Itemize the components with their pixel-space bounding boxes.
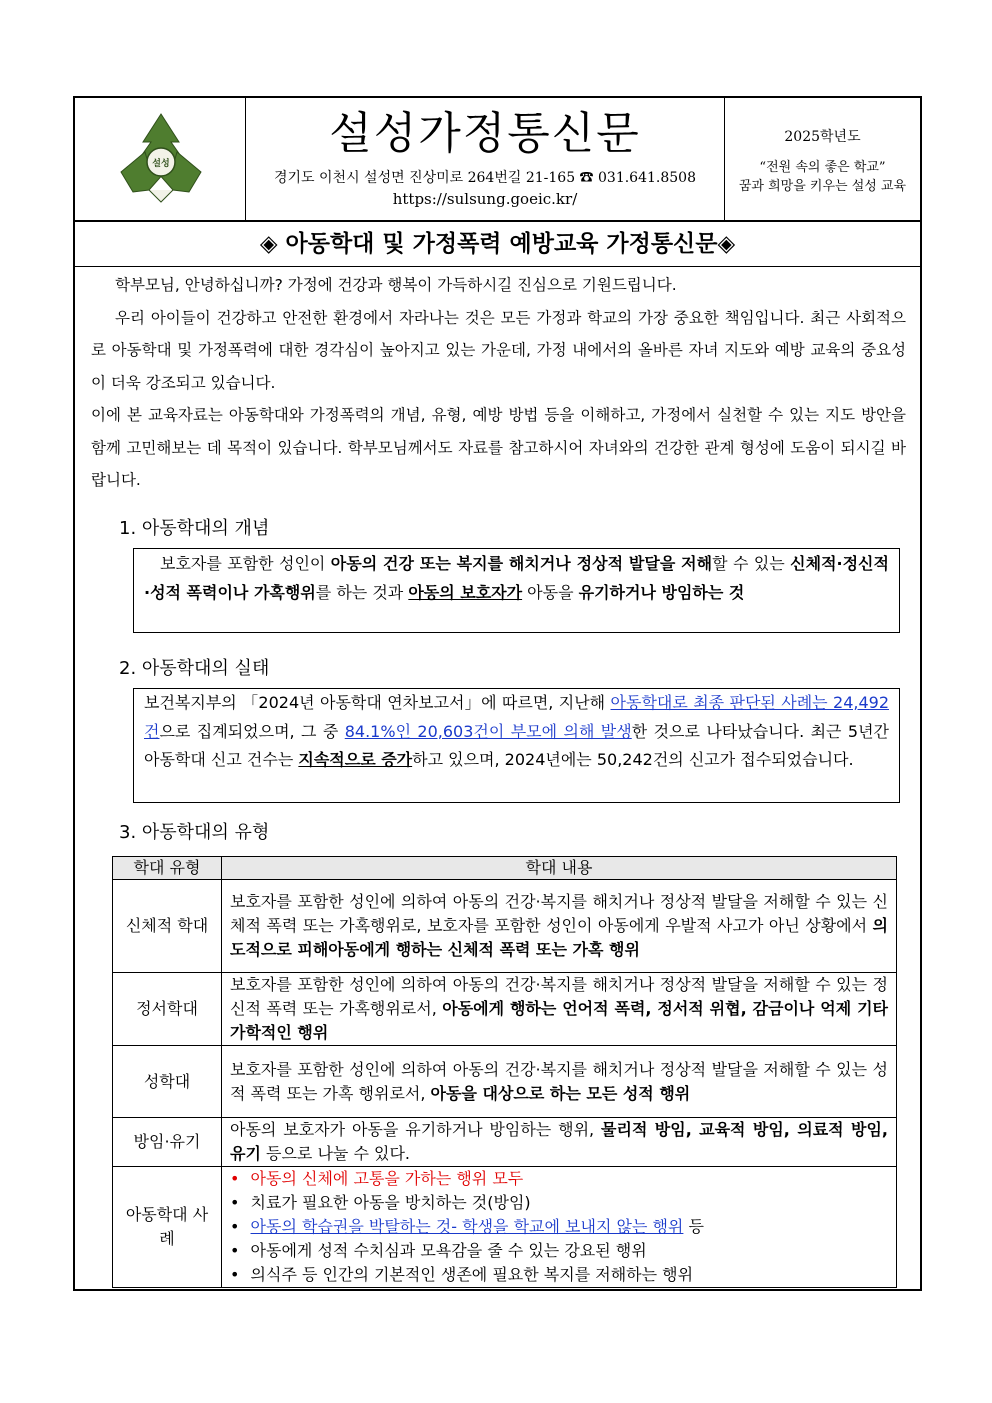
intro-paragraph-1: 학부모님, 안녕하십니까? 가정에 건강과 행복이 가득하시길 진심으로 기원드립니다. bbox=[115, 276, 677, 294]
motto-line-2: 꿈과 희망을 키우는 설성 교육 bbox=[738, 179, 907, 194]
abuse-types-table bbox=[112, 856, 897, 1288]
status-span: 보건복지부의 「2024년 아동학대 연차보고서」에 따르면, 지난해 bbox=[144, 693, 611, 712]
table-row bbox=[113, 1118, 897, 1167]
intro-text bbox=[91, 269, 906, 497]
concept-bold: 아동의 건강 또는 복지를 해치거나 정상적 발달을 저해 bbox=[330, 554, 713, 573]
title-cell bbox=[246, 98, 725, 220]
table-header-row bbox=[113, 857, 897, 880]
desc-cell bbox=[222, 880, 897, 973]
table-row bbox=[113, 1046, 897, 1118]
table-row bbox=[113, 973, 897, 1046]
desc-text: 보호자를 포함한 성인에 의하여 아동의 건강·복지를 해치거나 정상적 발달을 저해할 수 있는 정신적 폭력 또는 가혹행위로서, bbox=[230, 975, 888, 1018]
headline: ◈ 아동학대 및 가정폭력 예방교육 가정통신문◈ bbox=[75, 222, 920, 267]
desc-text: 등으로 나눌 수 있다. bbox=[260, 1144, 410, 1163]
list-item bbox=[230, 1215, 888, 1239]
concept-span: 보호자를 포함한 성인이 bbox=[160, 554, 331, 573]
list-item: • 치료가 필요한 아동을 방치하는 것(방임) bbox=[230, 1191, 888, 1215]
concept-span: 를 하는 것과 bbox=[315, 582, 409, 602]
desc-cell bbox=[222, 973, 897, 1046]
intro-paragraph-3: 이에 본 교육자료는 아동학대와 가정폭력의 개념, 유형, 예방 방법 등을 이해하고, 가정에서 실천할 수 있는 지도 방안을 함께 고민해보는 데 목적이 있습니다. 학부모님께서도 자료를 참고하시어 자녀와의 건강한 관계 형성에 도움이 되시길 바랍니다. bbox=[91, 406, 906, 489]
concept-text bbox=[144, 550, 889, 607]
concept-span: 할 수 있는 bbox=[712, 554, 791, 573]
school-year: 2025학년도 bbox=[784, 129, 861, 145]
concept-bold: 신체적·정신적·성적 폭력이나 가혹행위 bbox=[144, 554, 889, 602]
cases-cell bbox=[222, 1167, 897, 1288]
status-span: 한 것으로 나타났습니다. 최근 5년간 아동학대 신고 건수는 bbox=[144, 721, 889, 769]
status-span: 으로 집계되었으며, 그 중 bbox=[159, 721, 345, 741]
type-cell: 아동학대 사례 bbox=[113, 1167, 222, 1288]
school-url[interactable]: https://sulsung.goeic.kr/ bbox=[392, 190, 578, 208]
logo-text: 설성 bbox=[152, 159, 170, 169]
desc-bold: 물리적 방임, 교육적 방임, 의료적 방임, 유기 bbox=[230, 1120, 888, 1163]
list-item: • 아동에게 성적 수치심과 모욕감을 줄 수 있는 강요된 행위 bbox=[230, 1239, 888, 1263]
motto-line-1: “전원 속의 좋은 학교” bbox=[759, 160, 886, 175]
school-address: 경기도 이천시 설성면 진상미로 264번길 21-165 ☎ 031.641.8508 bbox=[274, 170, 696, 186]
type-cell: 성학대 bbox=[113, 1046, 222, 1118]
section-1-heading: 1. 아동학대의 개념 bbox=[119, 518, 270, 539]
desc-bold: 아동에게 행하는 언어적 폭력, 정서적 위협, 감금이나 억제 기타 가학적인 행위 bbox=[230, 999, 888, 1042]
type-cell: 방임·유기 bbox=[113, 1118, 222, 1167]
newsletter-title: 설성가정통신문 bbox=[329, 108, 641, 159]
list-item: • 아동의 신체에 고통을 가하는 행위 모두 bbox=[230, 1167, 888, 1191]
desc-bold: 아동을 대상으로 하는 모든 성적 행위 bbox=[430, 1083, 691, 1103]
case-highlight: 아동의 학습권을 박탈하는 것- 학생을 학교에 보내지 않는 행위 bbox=[250, 1217, 684, 1236]
concept-bold: 유기하거나 방임하는 것 bbox=[578, 582, 745, 602]
concept-span: 아동을 bbox=[522, 582, 579, 602]
desc-text: 보호자를 포함한 성인에 의하여 아동의 건강·복지를 해치거나 정상적 발달을 저해할 수 있는 신체적 폭력 또는 가혹행위로, 보호자를 포함한 성인이 아동에게 우발적 사고가 아닌 상황에서 bbox=[230, 892, 888, 935]
concept-underline: 아동의 보호자가 bbox=[408, 582, 523, 602]
school-logo-icon bbox=[115, 112, 207, 204]
status-text bbox=[144, 689, 889, 775]
cases-list bbox=[230, 1167, 888, 1287]
desc-bold: 의도적으로 피해아동에게 행하는 신체적 폭력 또는 가혹 행위 bbox=[230, 916, 888, 959]
desc-cell bbox=[222, 1046, 897, 1118]
desc-cell bbox=[222, 1118, 897, 1167]
type-cell: 신체적 학대 bbox=[113, 880, 222, 973]
status-span: 하고 있으며, 2024년에는 50,242건의 신고가 접수되었습니다. bbox=[412, 750, 854, 769]
table-row bbox=[113, 880, 897, 973]
col-header-content: 학대 내용 bbox=[222, 857, 897, 880]
type-cell: 정서학대 bbox=[113, 973, 222, 1046]
desc-text: 보호자를 포함한 성인에 의하여 아동의 건강·복지를 해치거나 정상적 발달을 저해할 수 있는 성적 폭력 또는 가혹 행위로서, bbox=[230, 1059, 888, 1103]
concept-box bbox=[133, 548, 900, 633]
case-tail: 등 bbox=[683, 1217, 704, 1236]
col-header-type: 학대 유형 bbox=[113, 857, 222, 880]
section-3-heading: 3. 아동학대의 유형 bbox=[119, 822, 270, 843]
intro-paragraph-2: 우리 아이들이 건강하고 안전한 환경에서 자라나는 것은 모든 가정과 학교의 가장 중요한 책임입니다. 최근 사회적으로 아동학대 및 가정폭력에 대한 경각심이 높아지고 있는 가운데, 가정 내에서의 올바른 자녀 지도와 예방 교육의 중요성이 더욱 강조되고 있습니다. bbox=[91, 308, 906, 392]
list-item: • 의식주 등 인간의 기본적인 생존에 필요한 복지를 저해하는 행위 bbox=[230, 1263, 888, 1287]
logo-cell bbox=[75, 98, 246, 220]
status-box bbox=[133, 688, 900, 803]
desc-text: 아동의 보호자가 아동을 유기하거나 방임하는 행위, bbox=[230, 1120, 602, 1139]
header bbox=[75, 98, 920, 222]
newsletter-frame bbox=[73, 96, 922, 1291]
status-highlight: 아동학대로 최종 판단된 사례는 24,492건 bbox=[144, 693, 889, 741]
section-2-heading: 2. 아동학대의 실태 bbox=[119, 658, 270, 679]
status-underline: 지속적으로 증가 bbox=[298, 750, 413, 769]
motto-cell bbox=[725, 98, 920, 220]
table-row bbox=[113, 1167, 897, 1288]
status-highlight: 84.1%인 20,603건이 부모에 의해 발생 bbox=[344, 721, 632, 741]
